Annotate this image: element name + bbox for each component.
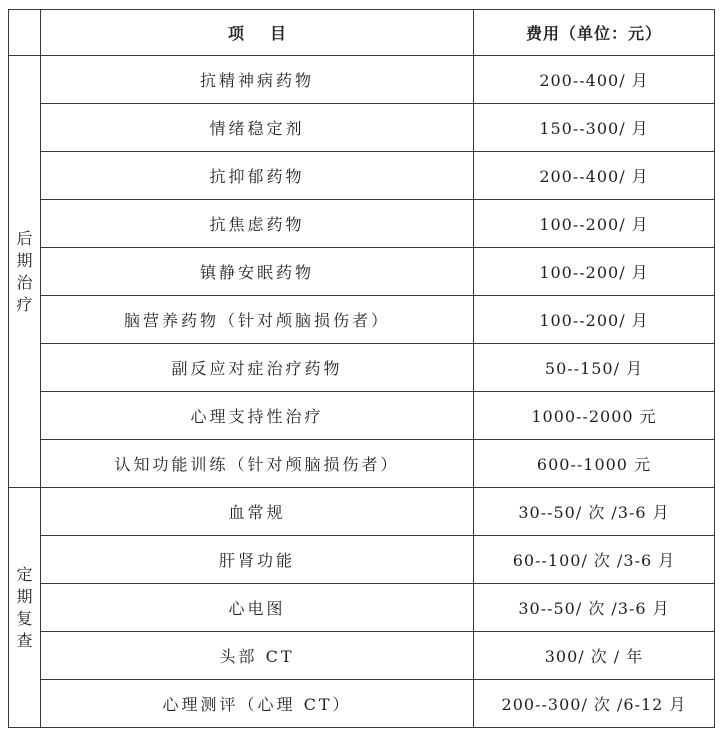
table-row (9, 296, 715, 344)
table-row (9, 344, 715, 392)
fee-value: 60--100/ 次 /3-6 月 (512, 551, 676, 570)
group-label-char: 查 (16, 630, 33, 650)
table-row (9, 584, 715, 632)
fee-value: 30--50/ 次 /3-6 月 (518, 503, 670, 522)
group-label-char: 疗 (16, 294, 33, 314)
item-name: 心理支持性治疗 (190, 407, 324, 426)
fee-value: 100--200/ 月 (539, 311, 649, 330)
fee-cell (474, 56, 715, 104)
fee-cell (474, 680, 715, 728)
table-row (9, 488, 715, 536)
group-label-char: 期 (16, 586, 33, 606)
group-label-char: 治 (16, 272, 33, 292)
header-item-label: 项目 (227, 24, 312, 43)
item-cell (41, 56, 474, 104)
item-name: 血常规 (228, 503, 286, 522)
item-cell (41, 152, 474, 200)
item-cell (41, 632, 474, 680)
fee-value: 100--200/ 月 (539, 263, 649, 282)
fee-value: 30--50/ 次 /3-6 月 (518, 599, 670, 618)
fee-cell (474, 200, 715, 248)
fee-value: 150--300/ 月 (539, 119, 649, 138)
item-cell (41, 248, 474, 296)
fee-cell (474, 296, 715, 344)
fee-cell (474, 392, 715, 440)
fee-table (8, 9, 715, 728)
fee-cell (474, 584, 715, 632)
table-row (9, 680, 715, 728)
group-label-char: 定 (16, 564, 33, 584)
item-cell (41, 440, 474, 488)
table-row (9, 248, 715, 296)
group-label-char: 期 (16, 250, 33, 270)
item-name: 情绪稳定剂 (209, 119, 305, 138)
table-row (9, 152, 715, 200)
item-cell (41, 584, 474, 632)
item-cell (41, 392, 474, 440)
table-header-row (9, 10, 715, 56)
item-cell (41, 536, 474, 584)
group-label-char: 后 (16, 228, 33, 248)
item-cell (41, 680, 474, 728)
item-cell (41, 344, 474, 392)
fee-value: 600--1000 元 (536, 455, 652, 474)
fee-cell (474, 440, 715, 488)
item-name: 抗抑郁药物 (209, 167, 305, 186)
table-row (9, 632, 715, 680)
item-name: 抗精神病药物 (199, 71, 314, 90)
item-name: 抗焦虑药物 (209, 215, 305, 234)
item-cell (41, 104, 474, 152)
fee-cell (474, 104, 715, 152)
item-cell (41, 296, 474, 344)
header-corner-cell (9, 10, 41, 56)
item-name: 认知功能训练（针对颅脑损伤者） (114, 455, 400, 474)
fee-cell (474, 344, 715, 392)
fee-value: 50--150/ 月 (544, 359, 644, 378)
item-cell (41, 200, 474, 248)
fee-cell (474, 536, 715, 584)
table-row (9, 56, 715, 104)
item-name: 头部 CT (219, 647, 295, 666)
fee-value: 1000--2000 元 (531, 407, 657, 426)
group-label-cell (9, 56, 41, 488)
table-body (9, 10, 715, 728)
header-fee-label: 费用（单位：元） (525, 24, 662, 43)
item-name: 肝肾功能 (218, 551, 295, 570)
fee-cell (474, 488, 715, 536)
table-row (9, 200, 715, 248)
fee-cell (474, 152, 715, 200)
table-row (9, 440, 715, 488)
group-label-char: 复 (16, 608, 33, 628)
fee-cell (474, 632, 715, 680)
fee-value: 300/ 次 / 年 (544, 647, 644, 666)
item-name: 脑营养药物（针对颅脑损伤者） (123, 311, 390, 330)
fee-cell (474, 248, 715, 296)
table-row (9, 104, 715, 152)
item-name: 心理测评（心理 CT） (162, 695, 352, 714)
item-cell (41, 488, 474, 536)
item-name: 副反应对症治疗药物 (171, 359, 343, 378)
table-row (9, 536, 715, 584)
header-item-cell (41, 10, 474, 56)
header-fee-cell (474, 10, 715, 56)
fee-value: 200--400/ 月 (539, 71, 649, 90)
fee-value: 200--400/ 月 (539, 167, 649, 186)
item-name: 心电图 (228, 599, 286, 618)
table-row (9, 392, 715, 440)
group-label-cell (9, 488, 41, 728)
fee-value: 100--200/ 月 (539, 215, 649, 234)
item-name: 镇静安眠药物 (199, 263, 314, 282)
fee-value: 200--300/ 次 /6-12 月 (501, 695, 687, 714)
